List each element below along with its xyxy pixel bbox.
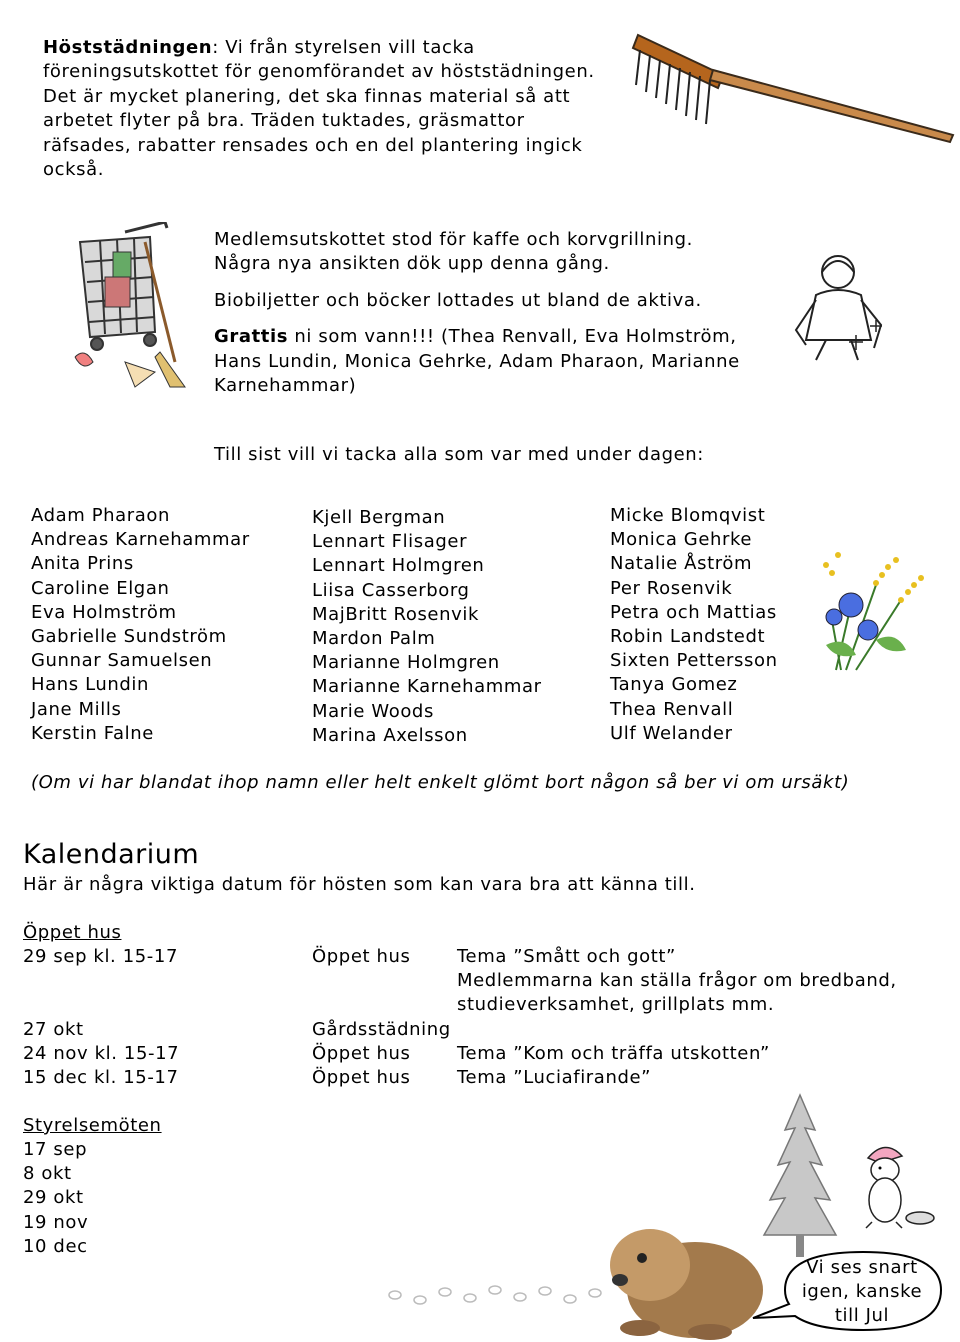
- board-date: 29 okt: [23, 1187, 84, 1209]
- event-row: [23, 969, 943, 993]
- name-item: Petra och Mattias: [610, 601, 777, 623]
- calendar-events: [23, 945, 943, 1090]
- board-date: 17 sep: [23, 1139, 88, 1160]
- bubble-line-1: Vi ses snart: [806, 1257, 918, 1278]
- name-item: Andreas Karnehammar: [31, 529, 250, 551]
- winners-line-3: Karnehammar): [214, 375, 357, 397]
- rake-illustration: [628, 30, 958, 150]
- board-date: 10 dec: [23, 1235, 88, 1257]
- members-line-3: Biobiljetter och böcker lottades ut bland de aktiva.: [214, 289, 702, 311]
- name-item: Thea Renvall: [610, 698, 734, 720]
- event-row: [23, 1066, 943, 1090]
- event-row: [23, 1042, 943, 1066]
- intro-heading: Höststädningen: [43, 37, 213, 58]
- event-date: 29 sep kl. 15-17: [23, 946, 178, 967]
- event-theme: Tema ”Luciafirande”: [457, 1066, 652, 1088]
- event-type: Öppet hus: [312, 1066, 411, 1088]
- board-meetings-list: [23, 1138, 88, 1259]
- name-item: Marie Woods: [312, 700, 434, 722]
- names-column-1: [31, 504, 250, 746]
- intro-line-2: föreningsutskottet för genomförandet av höststädningen.: [43, 61, 595, 83]
- name-item: Micke Blomqvist: [610, 505, 766, 526]
- name-item: Hans Lundin: [31, 674, 150, 696]
- name-item: Ulf Welander: [610, 722, 733, 744]
- names-column-2: [312, 506, 542, 748]
- intro-line-6: också.: [43, 159, 105, 181]
- name-item: Marianne Holmgren: [312, 652, 500, 674]
- name-item: Tanya Gomez: [610, 674, 738, 696]
- board-date: 8 okt: [23, 1163, 72, 1185]
- event-theme: Tema ”Kom och träffa utskotten”: [457, 1042, 770, 1064]
- name-item: Marianne Karnehammar: [312, 676, 542, 698]
- apology-note: (Om vi har blandat ihop namn eller helt enkelt glömt bort någon så ber vi om ursäkt): [31, 772, 850, 793]
- name-item: Kjell Bergman: [312, 507, 446, 528]
- intro-line-1: : Vi från styrelsen vill tacka: [212, 37, 475, 58]
- event-date: 15 dec kl. 15-17: [23, 1066, 179, 1088]
- speech-bubble-text: [790, 1256, 934, 1328]
- board-meetings-heading: Styrelsemöten: [23, 1115, 162, 1136]
- name-item: Lennart Flisager: [312, 531, 468, 553]
- footprints-decoration: [385, 1280, 615, 1310]
- name-item: MajBritt Rosenvik: [312, 603, 479, 625]
- name-item: Liisa Casserborg: [312, 579, 470, 601]
- open-house-heading: Öppet hus: [23, 922, 122, 943]
- name-item: Lennart Holmgren: [312, 555, 485, 577]
- event-type: Gårdsstädning: [312, 1018, 451, 1040]
- board-date: 19 nov: [23, 1211, 89, 1233]
- name-item: Adam Pharaon: [31, 505, 171, 526]
- event-row: [23, 993, 943, 1017]
- event-date: 24 nov kl. 15-17: [23, 1042, 180, 1064]
- name-item: Kerstin Falne: [31, 722, 154, 744]
- name-item: Monica Gehrke: [610, 529, 753, 551]
- name-item: Mardon Palm: [312, 628, 436, 650]
- name-item: Eva Holmström: [31, 601, 177, 623]
- event-theme: Tema ”Smått och gott”: [457, 946, 676, 967]
- name-item: Sixten Pettersson: [610, 650, 778, 672]
- name-item: Per Rosenvik: [610, 577, 733, 599]
- small-beaver-illustration: [850, 1138, 940, 1233]
- event-type: Öppet hus: [312, 946, 411, 967]
- bubble-line-2: igen, kanske: [801, 1281, 923, 1302]
- members-paragraph: [214, 228, 784, 398]
- name-item: Marina Axelsson: [312, 724, 468, 746]
- bubble-line-3: till Jul: [834, 1305, 890, 1326]
- intro-line-5: räfsades, rabatter rensades och en del plantering ingick: [43, 134, 583, 156]
- calendar-title: Kalendarium: [23, 839, 200, 870]
- event-type: Öppet hus: [312, 1042, 411, 1064]
- grattis-label: Grattis: [214, 326, 289, 348]
- names-column-3: [610, 504, 778, 746]
- event-theme: Medlemmarna kan ställa frågor om bredband,: [457, 970, 897, 992]
- name-item: Caroline Elgan: [31, 577, 170, 599]
- name-item: Robin Landstedt: [610, 626, 766, 648]
- members-line-1: Medlemsutskottet stod för kaffe och korvgrillning.: [214, 229, 693, 250]
- cart-broom-illustration: [55, 222, 195, 392]
- tree-illustration: [760, 1090, 840, 1260]
- gardener-illustration: [786, 250, 896, 365]
- intro-paragraph: [43, 36, 623, 182]
- flowers-illustration: [806, 545, 936, 675]
- calendar-subtitle: Här är några viktiga datum för hösten som kan vara bra att känna till.: [23, 874, 696, 895]
- event-row: [23, 1018, 943, 1042]
- winners-line-1: ni som vann!!! (Thea Renvall, Eva Holmström,: [288, 326, 737, 348]
- event-row: [23, 945, 943, 969]
- name-item: Gunnar Samuelsen: [31, 650, 213, 672]
- winners-line-2: Hans Lundin, Monica Gehrke, Adam Pharaon, Marianne: [214, 350, 740, 372]
- event-theme: studieverksamhet, grillplats mm.: [457, 994, 775, 1016]
- thanks-intro: Till sist vill vi tacka alla som var med under dagen:: [214, 444, 704, 465]
- name-item: Gabrielle Sundström: [31, 626, 227, 648]
- name-item: Anita Prins: [31, 553, 134, 575]
- name-item: Natalie Åström: [610, 553, 753, 575]
- event-date: 27 okt: [23, 1018, 84, 1040]
- members-line-2: Några nya ansikten dök upp denna gång.: [214, 253, 610, 275]
- intro-line-3: Det är mycket planering, det ska finnas material så att: [43, 85, 571, 107]
- name-item: Jane Mills: [31, 698, 122, 720]
- intro-line-4: arbetet flyter på bra. Träden tuktades, gräsmattor: [43, 110, 525, 132]
